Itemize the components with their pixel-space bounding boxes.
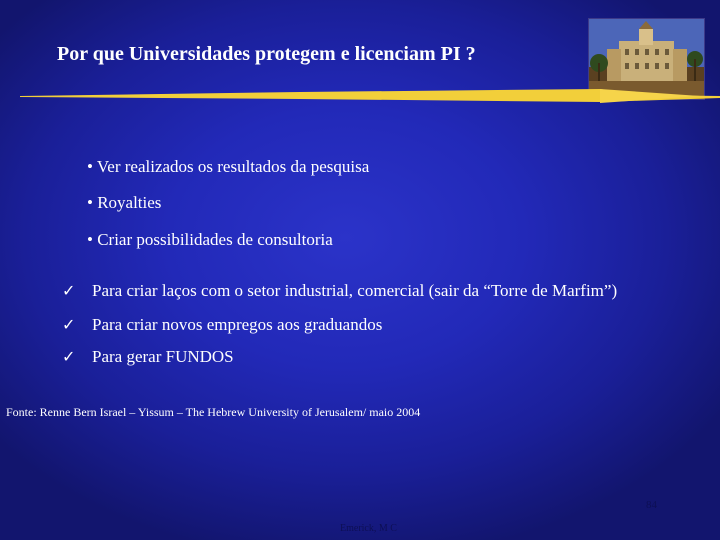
checkmark-icon: ✓ — [62, 281, 76, 300]
check-item-text: Para criar novos empregos aos graduandos — [92, 315, 383, 334]
check-item — [62, 315, 382, 335]
bullet-item: • Royalties — [87, 193, 162, 212]
gold-divider — [0, 86, 720, 108]
checkmark-icon: ✓ — [62, 347, 76, 366]
checkmark-icon: ✓ — [62, 315, 76, 334]
footer-author: Emerick, M C — [340, 523, 397, 534]
bullet-item: • Ver realizados os resultados da pesquisa — [87, 157, 370, 176]
check-item — [62, 281, 617, 301]
page-number: 84 — [646, 499, 657, 511]
check-item-text: Para criar laços com o setor industrial, comercial (sair da “Torre de Marfim”) — [92, 281, 618, 300]
check-item-text: Para gerar FUNDOS — [92, 347, 234, 366]
slide-title: Por que Universidades protegem e licenciam PI ? — [57, 43, 476, 65]
source-citation: Fonte: Renne Bern Israel – Yissum – The Hebrew University of Jerusalem/ maio 2004 — [6, 405, 421, 419]
check-item — [62, 347, 234, 367]
bullet-item: • Criar possibilidades de consultoria — [87, 230, 333, 249]
